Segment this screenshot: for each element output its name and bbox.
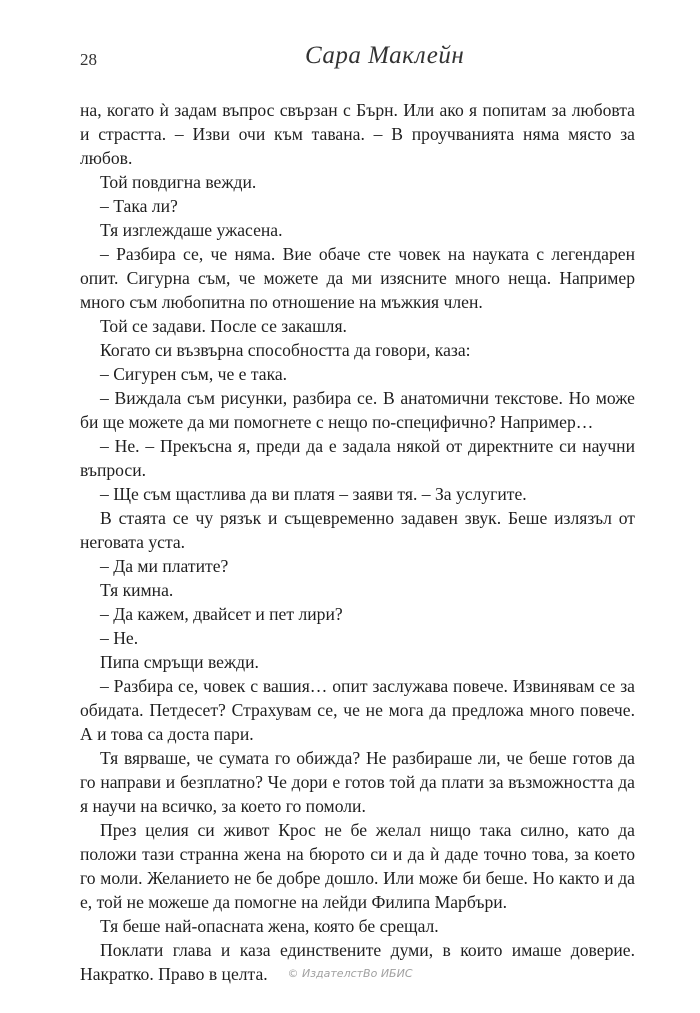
paragraph: Тя беше най-опасната жена, която бе срещал.: [100, 916, 439, 936]
paragraph: Той повдигна вежди.: [100, 172, 257, 192]
paragraph: – Разбира се, човек с вашия… опит заслужава повече. Извинявам се за обидата. Петдесет? Страхувам се, че не мога да предложа много повече. А и това са доста пари.: [80, 676, 635, 744]
page-header: [80, 44, 640, 84]
paragraph: Тя изглеждаше ужасена.: [100, 220, 283, 240]
paragraph: Поклати глава и каза единствените думи, в които имаше доверие. Накратко. Право в целта.: [80, 940, 635, 984]
paragraph: Тя вярваше, че сумата го обижда? Не разбираше ли, че беше готов да го направи и безплатно? Че дори е готов той да плати за възможността да я научи на всичко, за което го помоли.: [80, 748, 635, 816]
paragraph: Той се задави. После се закашля.: [100, 316, 347, 336]
publisher-copyright: © ИздателстВо ИБИС: [287, 967, 413, 980]
page-body: [80, 98, 635, 986]
paragraph: – Сигурен съм, че е така.: [100, 364, 288, 384]
paragraph: В стаята се чу рязък и същевременно задавен звук. Беше излязъл от неговата уста.: [80, 508, 635, 552]
paragraph: – Да ми платите?: [100, 556, 229, 576]
page-number: 28: [80, 50, 97, 69]
paragraph: – Да кажем, двайсет и пет лири?: [100, 604, 343, 624]
running-title-author: Сара Маклейн: [305, 42, 465, 69]
paragraph: Пипа смръщи вежди.: [100, 652, 259, 672]
paragraph: на, когато ѝ задам въпрос свързан с Бърн. Или ако я попитам за любовта и страстта. – Изви очи към тавана. – В проучванията няма място за любов.: [80, 100, 635, 168]
paragraph: – Така ли?: [100, 196, 178, 216]
paragraph: Когато си възвърна способността да говори, каза:: [100, 340, 471, 360]
paragraph: – Не.: [100, 628, 139, 648]
paragraph: – Ще съм щастлива да ви платя – заяви тя. – За услугите.: [100, 484, 527, 504]
paragraph: През целия си живот Крос не бе желал нищо така силно, като да положи тази странна жена на бюрото си и да ѝ даде точно това, за което го моли. Желанието не бе добре дошло. Или може би беше. Но както и да е, той не можеше да помогне на лейди Филипа Марбъри.: [80, 820, 635, 912]
paragraph: – Разбира се, че няма. Вие обаче сте човек на науката с легендарен опит. Сигурна съм, че можете да ми изясните много неща. Например много съм любопитна по отношение на мъжкия член.: [80, 244, 635, 312]
paragraph: – Виждала съм рисунки, разбира се. В анатомични текстове. Но може би ще можете да ми помогнете с нещо по-специфично? Например…: [80, 388, 635, 432]
paragraph: Тя кимна.: [100, 580, 174, 600]
paragraph: – Не. – Прекъсна я, преди да е задала някой от директните си научни въпроси.: [80, 436, 635, 480]
